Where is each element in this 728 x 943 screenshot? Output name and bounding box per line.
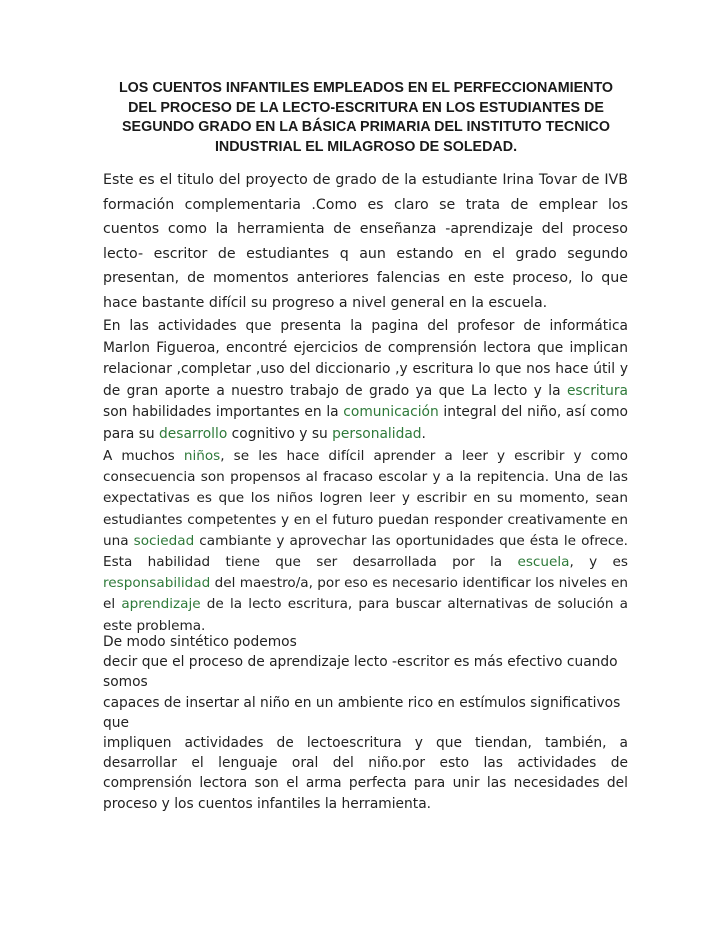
p2-text-c: integral del niño, así como para su <box>103 404 628 442</box>
p3-text-b: , se les hace difícil aprender a leer y escribir y como consecuencia son propensos al fracaso escolar y a la repitencia. Una de las expectativas es que los niños logren leer y escribir en su momento, sean estudiantes competentes y en el futuro puedan responder creativamente en una <box>103 448 629 549</box>
link-comunicacion[interactable]: comunicación <box>343 404 439 421</box>
p2-text-d: cognitivo y su <box>227 425 333 442</box>
paragraph-3 <box>103 446 628 637</box>
link-personalidad[interactable]: personalidad <box>332 425 422 442</box>
paragraph-4 <box>103 632 628 814</box>
p4-line-6: impliquen actividades de lectoescritura y que tiendan, también, a desarrollar el lenguaje oral del niño.por esto las actividades de comprensión lectora son el arma perfecta para unir las necesidades del proceso y los cuentos infantiles la herramienta. <box>103 735 628 812</box>
title-line-4: INDUSTRIAL EL MILAGROSO DE SOLEDAD. <box>214 138 518 155</box>
p3-text-c: cambiante y aprovechar las oportunidades que ésta le ofrece. Esta habilidad tiene que ser desarrollada por la <box>103 532 629 571</box>
link-escritura[interactable]: escritura <box>566 382 628 399</box>
title-line-3: SEGUNDO GRADO EN LA BÁSICA PRIMARIA DEL INSTITUTO TECNICO <box>122 119 610 136</box>
p2-text-e: . <box>421 425 426 442</box>
paragraph-1: Este es el titulo del proyecto de grado de la estudiante Irina Tovar de IVB formación complementaria .Como es claro se trata de emplear los cuentos como la herramienta de enseñanza -aprendizaje del proceso lecto- escritor de estudiantes q aun estando en el grado segundo presentan, de momentos anteriores falencias en este proceso, lo que hace bastante difícil su progreso a nivel general en la escuela. <box>103 172 628 311</box>
p4-line-5: que <box>103 714 129 731</box>
link-sociedad[interactable]: sociedad <box>133 532 195 549</box>
p2-text-b: son habilidades importantes en la <box>103 404 344 421</box>
title-line-1: LOS CUENTOS INFANTILES EMPLEADOS EN EL PERFECCIONAMIENTO <box>118 80 614 96</box>
link-escuela[interactable]: escuela <box>517 554 570 571</box>
p3-text-e: del maestro/a, por eso es necesario identificar los niveles en el <box>103 575 628 613</box>
link-aprendizaje[interactable]: aprendizaje <box>121 596 201 613</box>
p4-line-4: capaces de insertar al niño en un ambiente rico en estímulos significativos <box>103 694 621 711</box>
paragraph-2 <box>103 316 628 446</box>
p4-line-3: somos <box>103 674 148 691</box>
p3-text-f: de la lecto escritura, para buscar alternativas de solución a este problema. <box>103 596 628 634</box>
link-responsabilidad[interactable]: responsabilidad <box>103 575 211 592</box>
p2-text-a: En las actividades que presenta la pagina del profesor de informática Marlon Figueroa, encontré ejercicios de comprensión lectora que implican relacionar ,completar ,uso del diccionario ,y escritura lo que nos hace útil y de gran aporte a nuestro trabajo de grado ya que La lecto y la <box>103 318 628 399</box>
link-desarrollo[interactable]: desarrollo <box>159 425 228 442</box>
p4-line-2: decir que el proceso de aprendizaje lecto -escritor es más efectivo cuando <box>103 654 618 671</box>
link-ninos[interactable]: niños <box>183 448 221 464</box>
p3-text-a: A muchos <box>103 448 184 464</box>
p4-line-1: De modo sintético podemos <box>103 634 297 650</box>
document-title <box>104 79 628 157</box>
title-line-2: DEL PROCESO DE LA LECTO-ESCRITURA EN LOS ESTUDIANTES DE <box>128 99 604 116</box>
p3-text-d: , y es <box>569 554 628 571</box>
